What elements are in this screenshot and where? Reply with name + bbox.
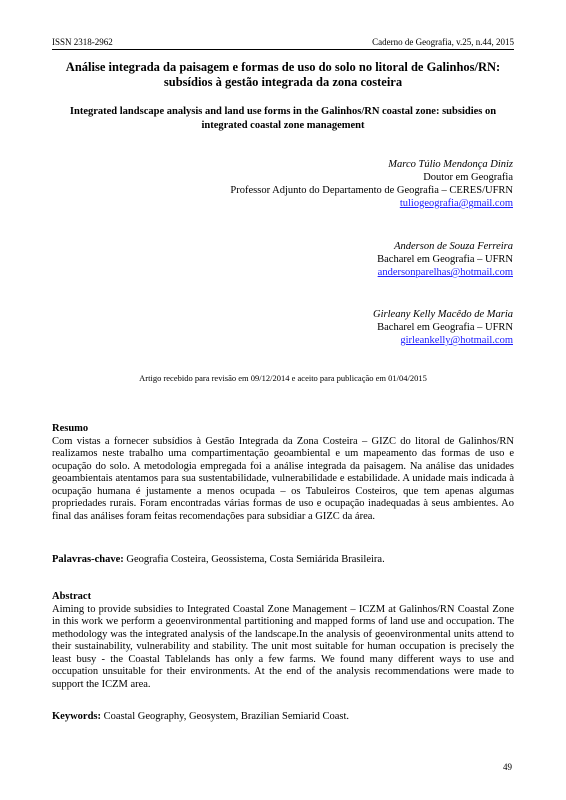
page-number: 49 bbox=[503, 762, 512, 772]
author-degree: Doutor em Geografia bbox=[423, 172, 513, 183]
issn: ISSN 2318-2962 bbox=[52, 37, 113, 47]
author-degree: Bacharel em Geografia – UFRN bbox=[377, 322, 513, 333]
palavras-chave-text: Geografia Costeira, Geossistema, Costa Semiárida Brasileira. bbox=[126, 554, 385, 565]
keywords-line bbox=[52, 711, 514, 724]
abstract-heading: Abstract bbox=[52, 591, 92, 602]
resumo-section bbox=[52, 423, 514, 523]
running-header bbox=[52, 37, 514, 47]
abstract-text: Aiming to provide subsidies to Integrated Coastal Zone Management – ICZM at Galinhos/RN Coastal Zone in this work we perform a geoenvironmental partitioning and mapped forms of land use and occupation. The methodology was the integrated analysis of the landscape.In the analysis of geoenvironmental units attend to their sustainability, vulnerability and stability. The unit most suitable for human occupation is precisely the least busy - the Coastal Tablelands has only a few farms. We found many different ways to use and occupation unsuitable for their environments. At the end of the analysis recommendations were made to support the ICZM area. bbox=[52, 603, 514, 690]
author-block-2 bbox=[377, 240, 513, 279]
abstract-section bbox=[52, 591, 514, 691]
author-block-3 bbox=[373, 308, 513, 347]
keywords-label: Keywords: bbox=[52, 711, 101, 722]
author-degree: Bacharel em Geografia – UFRN bbox=[377, 254, 513, 265]
resumo-heading: Resumo bbox=[52, 423, 89, 434]
author-email-link[interactable]: tuliogeografia@gmail.com bbox=[399, 198, 513, 209]
title-english: Integrated landscape analysis and land use forms in the Galinhos/RN coastal zone: subsidies on integrated coastal zone management bbox=[69, 106, 497, 131]
keywords-text: Coastal Geography, Geosystem, Brazilian Semiarid Coast. bbox=[103, 711, 350, 722]
palavras-chave-line bbox=[52, 554, 514, 567]
author-affiliation: Professor Adjunto do Departamento de Geografia – CERES/UFRN bbox=[230, 185, 513, 196]
palavras-chave-label: Palavras-chave: bbox=[52, 554, 124, 565]
author-name: Anderson de Souza Ferreira bbox=[394, 241, 513, 252]
author-email-link[interactable]: girleankelly@hotmail.com bbox=[400, 335, 513, 346]
resumo-text: Com vistas a fornecer subsídios à Gestão Integrada da Zona Costeira – GIZC do litoral de Galinhos/RN realizamos neste trabalho uma compartimentação geoambiental e um mapeamento das formas de uso e ocupação do solo. A metodologia empregada foi a análise integrada da paisagem. Na análise das unidades geoambientais atentamos para sua sustentabilidade, vulnerabilidade e estabilidade. A unidade mais indicada à ocupação humana é justamente a menos ocupada – os Tabuleiros Costeiros, que tem apenas algumas propriedades rurais. Foram encontradas várias formas de uso e ocupação inadequadas à seus ambientes. Ao final das análises foram feitas recomendações para subsidiar a GIZC da área. bbox=[52, 435, 514, 522]
author-block-1 bbox=[230, 158, 513, 210]
author-name: Marco Túlio Mendonça Diniz bbox=[388, 159, 513, 170]
author-email-link[interactable]: andersonparelhas@hotmail.com bbox=[377, 267, 513, 278]
title-portuguese: Análise integrada da paisagem e formas de uso do solo no litoral de Galinhos/RN: subsídios à gestão integrada da zona costeira bbox=[65, 60, 501, 89]
author-name: Girleany Kelly Macêdo de Maria bbox=[373, 309, 513, 320]
received-note: Artigo recebido para revisão em 09/12/2014 e aceito para publicação em 01/04/2015 bbox=[139, 373, 427, 383]
header-divider bbox=[52, 49, 514, 50]
journal-citation: Caderno de Geografia, v.25, n.44, 2015 bbox=[372, 37, 514, 47]
